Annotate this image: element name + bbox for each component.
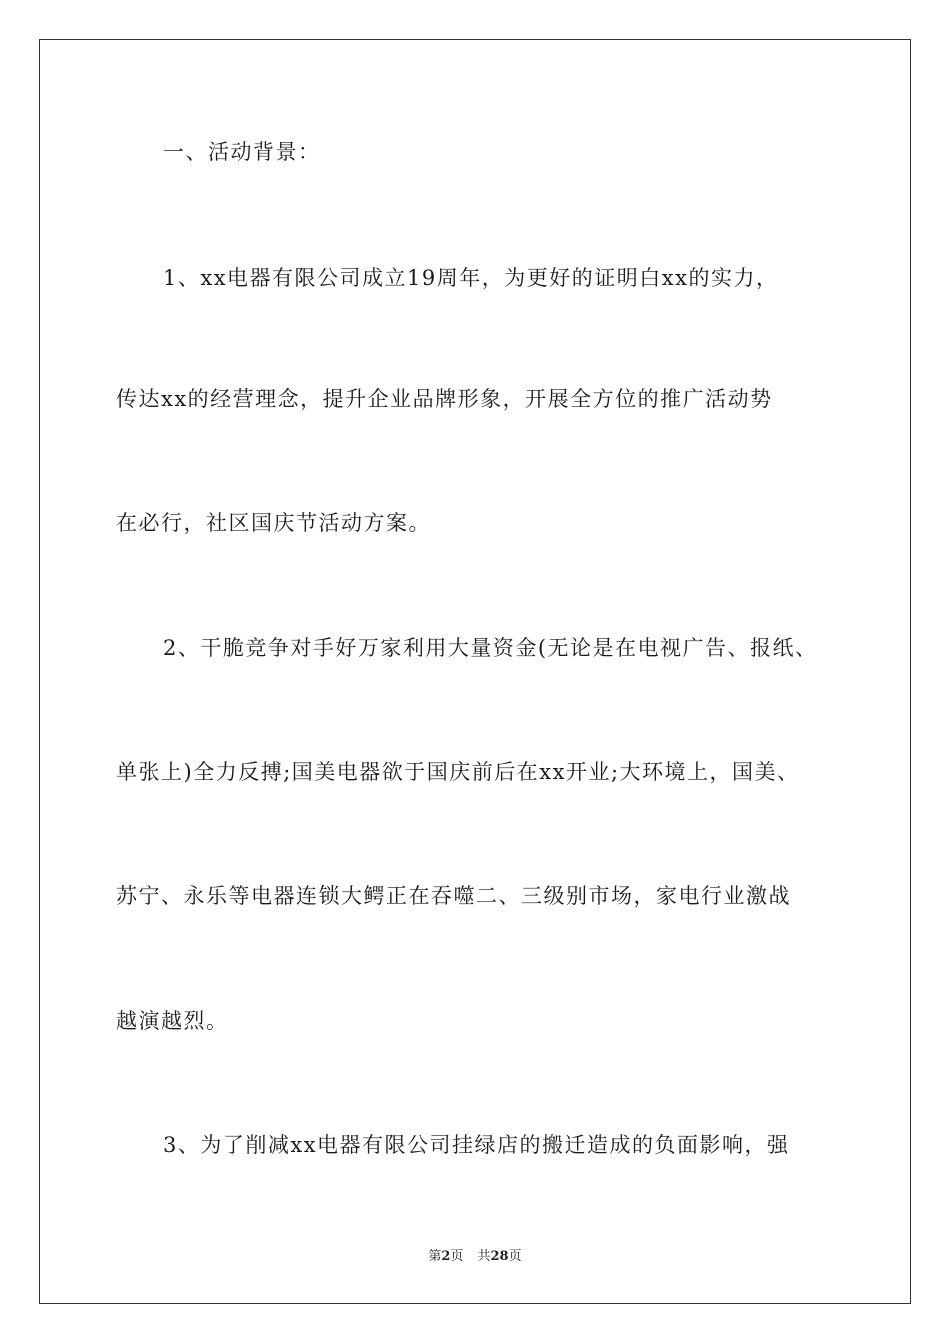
page-number: 2 — [441, 1249, 451, 1264]
paragraph-line: 传达xx的经营理念，提升企业品牌形象，开展全方位的推广活动势 — [116, 387, 773, 411]
page-border — [39, 39, 911, 1304]
total-pages: 28 — [490, 1249, 509, 1264]
total-suffix: 页 — [508, 1249, 522, 1264]
page-suffix: 页 — [450, 1249, 464, 1264]
section-heading: 一、活动背景： — [163, 140, 321, 164]
page-prefix: 第 — [428, 1249, 442, 1264]
paragraph-line: 2、干脆竞争对手好万家利用大量资金(无论是在电视广告、报纸、 — [163, 636, 818, 660]
page-footer — [0, 1247, 950, 1267]
paragraph-line: 1、xx电器有限公司成立19周年，为更好的证明白xx的实力， — [163, 266, 779, 290]
total-prefix: 共 — [477, 1249, 491, 1264]
paragraph-line: 越演越烈。 — [116, 1009, 229, 1033]
paragraph-line: 苏宁、永乐等电器连锁大鳄正在吞噬二、三级别市场，家电行业激战 — [116, 884, 791, 908]
paragraph-line: 3、为了削减xx电器有限公司挂绿店的搬迁造成的负面影响，强 — [163, 1133, 790, 1157]
paragraph-line: 在必行，社区国庆节活动方案。 — [116, 511, 431, 535]
paragraph-line: 单张上)全力反搏;国美电器欲于国庆前后在xx开业;大环境上，国美、 — [116, 760, 800, 784]
